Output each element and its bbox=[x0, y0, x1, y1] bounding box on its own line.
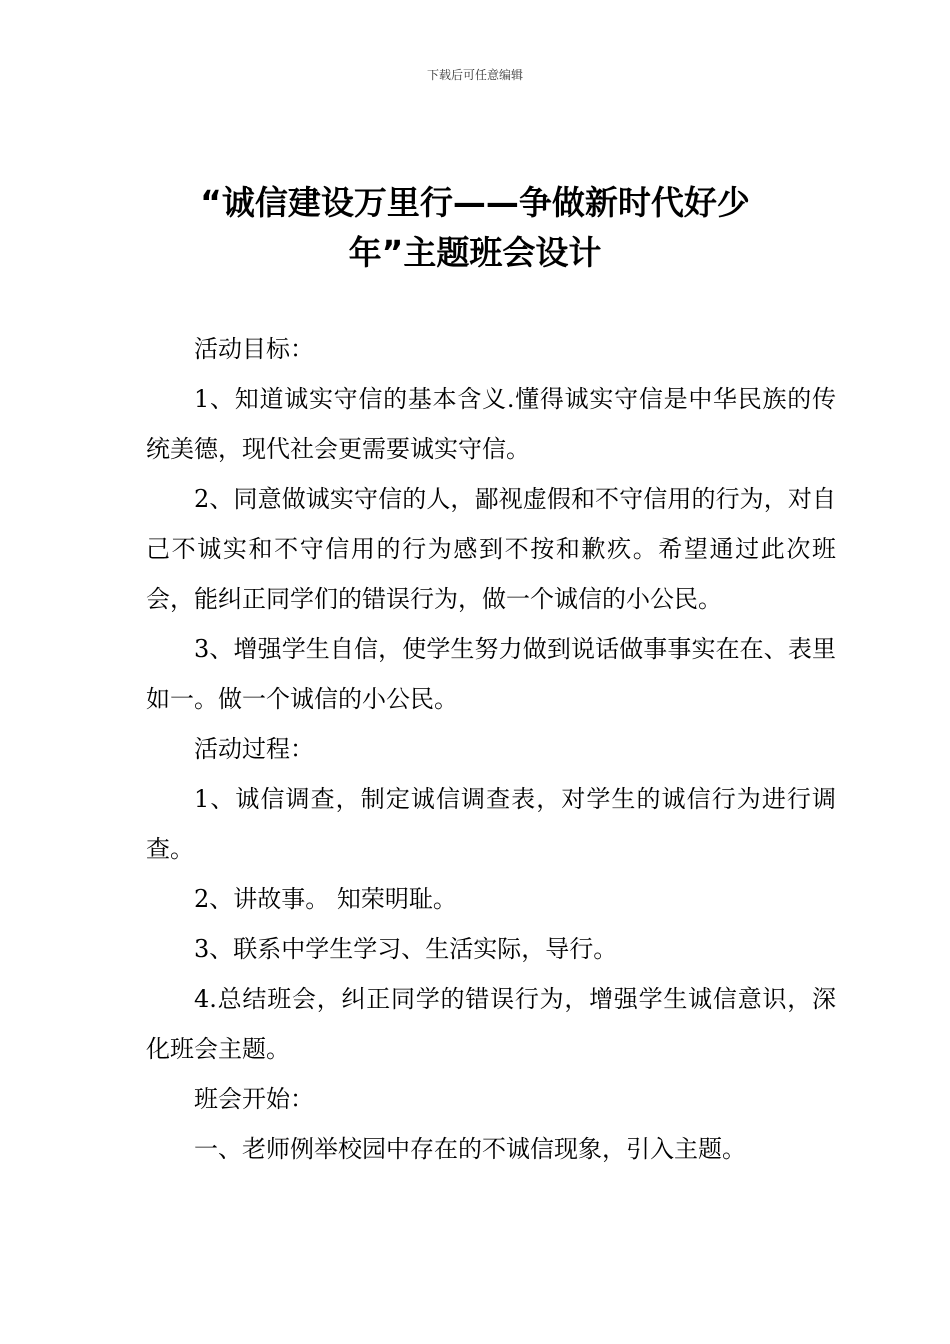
section-heading-process: 活动过程： bbox=[194, 735, 314, 763]
process-item-1: 1、诚信调查，制定诚信调查表，对学生的诚信行为进行调查。 bbox=[146, 785, 836, 863]
document-body bbox=[146, 324, 836, 1174]
section-heading-goals: 活动目标： bbox=[194, 335, 314, 363]
process-item-3: 3、联系中学生学习、生活实际，导行。 bbox=[194, 935, 618, 963]
goal-item-1: 1、知道诚实守信的基本含义.懂得诚实守信是中华民族的传统美德，现代社会更需要诚实守信。 bbox=[146, 385, 836, 463]
title-line-2: 年”主题班会设计 bbox=[348, 233, 602, 272]
goal-item-2: 2、同意做诚实守信的人，鄙视虚假和不守信用的行为，对自己不诚实和不守信用的行为感到不按和歉疚。希望通过此次班会，能纠正同学们的错误行为，做一个诚信的小公民。 bbox=[146, 485, 836, 613]
process-item-4: 4.总结班会，纠正同学的错误行为，增强学生诚信意识，深化班会主题。 bbox=[146, 985, 836, 1063]
title-line-1: “诚信建设万里行——争做新时代好少 bbox=[200, 183, 750, 222]
section-heading-start: 班会开始： bbox=[194, 1085, 314, 1113]
process-item-2: 2、讲故事。 知荣明耻。 bbox=[194, 885, 457, 913]
goal-item-3: 3、增强学生自信，使学生努力做到说话做事事实在在、表里如一。做一个诚信的小公民。 bbox=[146, 635, 836, 713]
start-item-1: 一、老师例举校园中存在的不诚信现象，引入主题。 bbox=[194, 1135, 746, 1163]
header-note: 下载后可任意编辑 bbox=[426, 68, 523, 82]
document-title bbox=[0, 178, 950, 278]
